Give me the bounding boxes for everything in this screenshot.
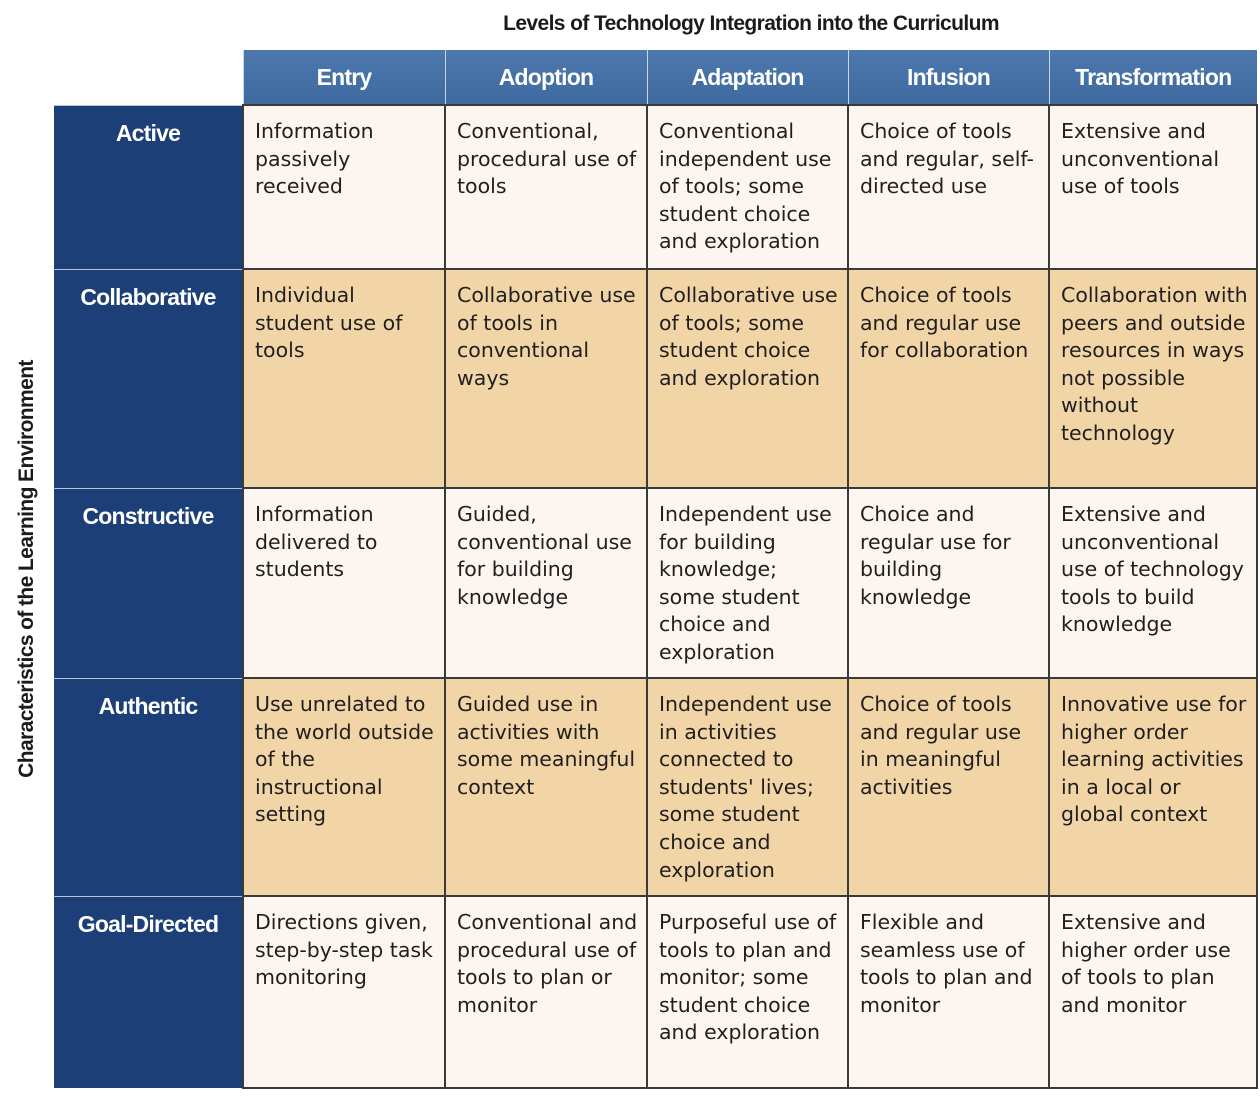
cell-constructive-infusion: Choice and regular use for building knowledge [848,488,1049,678]
cell-goal-directed-infusion: Flexible and seamless use of tools to plan and monitor [848,896,1049,1088]
cell-collaborative-adoption: Collaborative use of tools in conventional ways [445,269,647,488]
corner-cell [54,50,243,105]
row-active [54,105,1257,269]
cell-active-adaptation: Conventional independent use of tools; some student choice and exploration [647,105,848,269]
cell-constructive-transformation: Extensive and unconventional use of technology tools to build knowledge [1049,488,1257,678]
integration-matrix [54,50,1258,1089]
cell-constructive-adaptation: Independent use for building knowledge; some student choice and exploration [647,488,848,678]
cell-active-transformation: Extensive and unconventional use of tools [1049,105,1257,269]
cell-active-adoption: Conventional, procedural use of tools [445,105,647,269]
row-collaborative [54,269,1257,488]
row-header-authentic: Authentic [54,678,243,896]
row-header-goal-directed: Goal-Directed [54,896,243,1088]
row-constructive [54,488,1257,678]
row-header-active: Active [54,105,243,269]
column-header-adoption: Adoption [445,50,647,105]
cell-goal-directed-transformation: Extensive and higher order use of tools to plan and monitor [1049,896,1257,1088]
cell-goal-directed-adaptation: Purposeful use of tools to plan and monitor; some student choice and exploration [647,896,848,1088]
cell-collaborative-infusion: Choice of tools and regular use for collaboration [848,269,1049,488]
row-authentic [54,678,1257,896]
column-header-transformation: Transformation [1049,50,1257,105]
cell-authentic-adaptation: Independent use in activities connected to students' lives; some student choice and exploration [647,678,848,896]
cell-authentic-adoption: Guided use in activities with some meaningful context [445,678,647,896]
column-header-adaptation: Adaptation [647,50,848,105]
cell-active-infusion: Choice of tools and regular, self-directed use [848,105,1049,269]
cell-authentic-infusion: Choice of tools and regular use in meaningful activities [848,678,1049,896]
row-header-collaborative: Collaborative [54,269,243,488]
row-goal-directed [54,896,1257,1088]
cell-collaborative-entry: Individual student use of tools [243,269,445,488]
matrix-title: Levels of Technology Integration into the Curriculum [503,12,999,35]
side-axis-title [0,50,54,1087]
cell-collaborative-transformation: Collaboration with peers and outside resources in ways not possible without technology [1049,269,1257,488]
cell-constructive-adoption: Guided, conventional use for building knowledge [445,488,647,678]
column-header-infusion: Infusion [848,50,1049,105]
cell-authentic-entry: Use unrelated to the world outside of the instructional setting [243,678,445,896]
header-row [54,50,1257,105]
cell-goal-directed-adoption: Conventional and procedural use of tools to plan or monitor [445,896,647,1088]
cell-goal-directed-entry: Directions given, step-by-step task monitoring [243,896,445,1088]
side-axis-label: Characteristics of the Learning Environment [15,359,39,778]
column-header-entry: Entry [243,50,445,105]
cell-authentic-transformation: Innovative use for higher order learning activities in a local or global context [1049,678,1257,896]
cell-collaborative-adaptation: Collaborative use of tools; some student choice and exploration [647,269,848,488]
row-header-constructive: Constructive [54,488,243,678]
cell-active-entry: Information passively received [243,105,445,269]
cell-constructive-entry: Information delivered to students [243,488,445,678]
